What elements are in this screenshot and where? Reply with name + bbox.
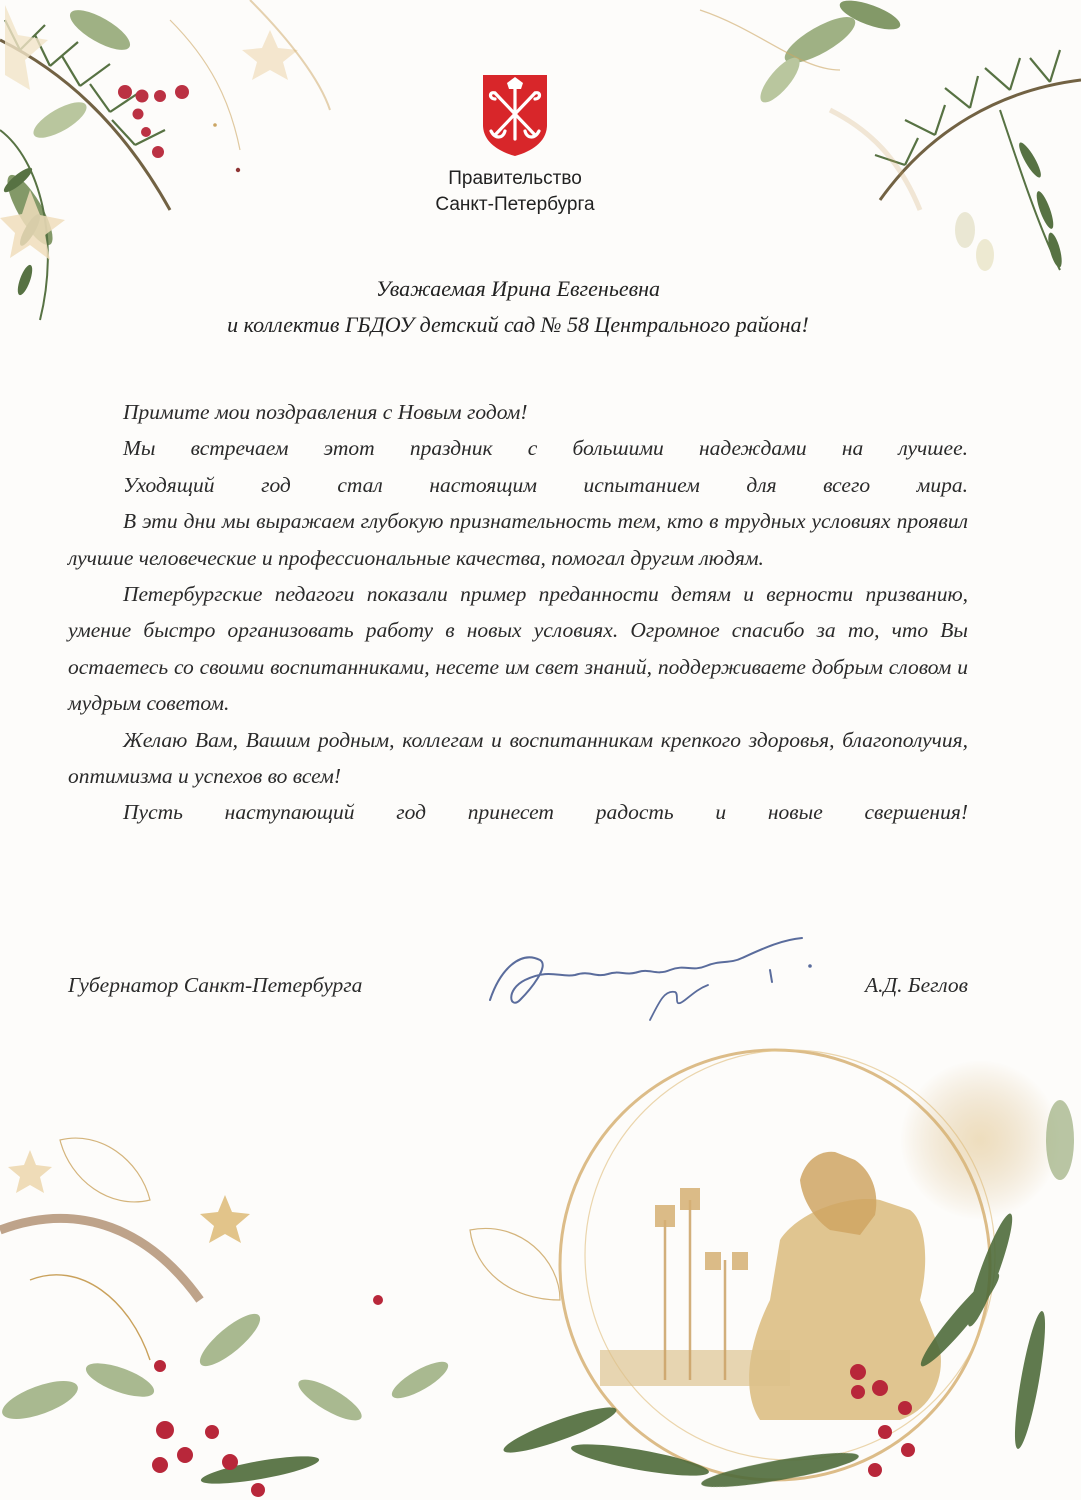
top-right-pine-branch xyxy=(700,0,1081,271)
paragraph: Петербургские педагоги показали пример преданности детям и верности призванию, умение быстро организовать работу в новых условиях. Огромное спасибо за то, что Вы остаетесь со своими воспитанниками, несете им свет знаний, поддерживаете добрым словом и мудрым советом. xyxy=(68,582,968,716)
paragraph: Желаю Вам, Вашим родным, коллегам и воспитанникам крепкого здоровья, благополучия, оптимизма и успехов во всем! xyxy=(68,727,968,789)
org-line-2: Санкт-Петербурга xyxy=(435,194,595,215)
paragraph: Уходящий год стал настоящим испытанием для всего мира. xyxy=(123,472,968,497)
salutation-line-1: Уважаемая Ирина Евгеньевна xyxy=(375,276,661,301)
golden-ring-monument xyxy=(560,1050,1060,1480)
paragraph: Пусть наступающий год принесет радость и новые свершения! xyxy=(123,800,968,825)
salutation xyxy=(100,271,936,343)
salutation-line-2: и коллектив ГБДОУ детский сад № 58 Центрального района! xyxy=(227,312,809,337)
signatory-title: Губернатор Санкт-Петербурга xyxy=(68,973,363,997)
bottom-left-foliage xyxy=(0,1138,711,1497)
paragraph: Мы встречаем этот праздник с большими надеждами на лучшее. xyxy=(123,436,968,461)
bottom-right-foliage xyxy=(699,1100,1074,1494)
paragraph: В эти дни мы выражаем глубокую признательность тем, кто в трудных условиях проявил лучшие человеческие и профессиональные качества, помогал другим людям. xyxy=(68,509,968,570)
handwritten-signature xyxy=(480,930,820,1030)
org-line-1: Правительство xyxy=(448,168,582,189)
signatory-name: А.Д. Беглов xyxy=(865,973,968,997)
city-emblem-icon xyxy=(481,73,549,157)
organization-name xyxy=(340,166,690,218)
letter-body xyxy=(68,394,968,831)
paragraph: Примите мои поздравления с Новым годом! xyxy=(123,400,528,424)
